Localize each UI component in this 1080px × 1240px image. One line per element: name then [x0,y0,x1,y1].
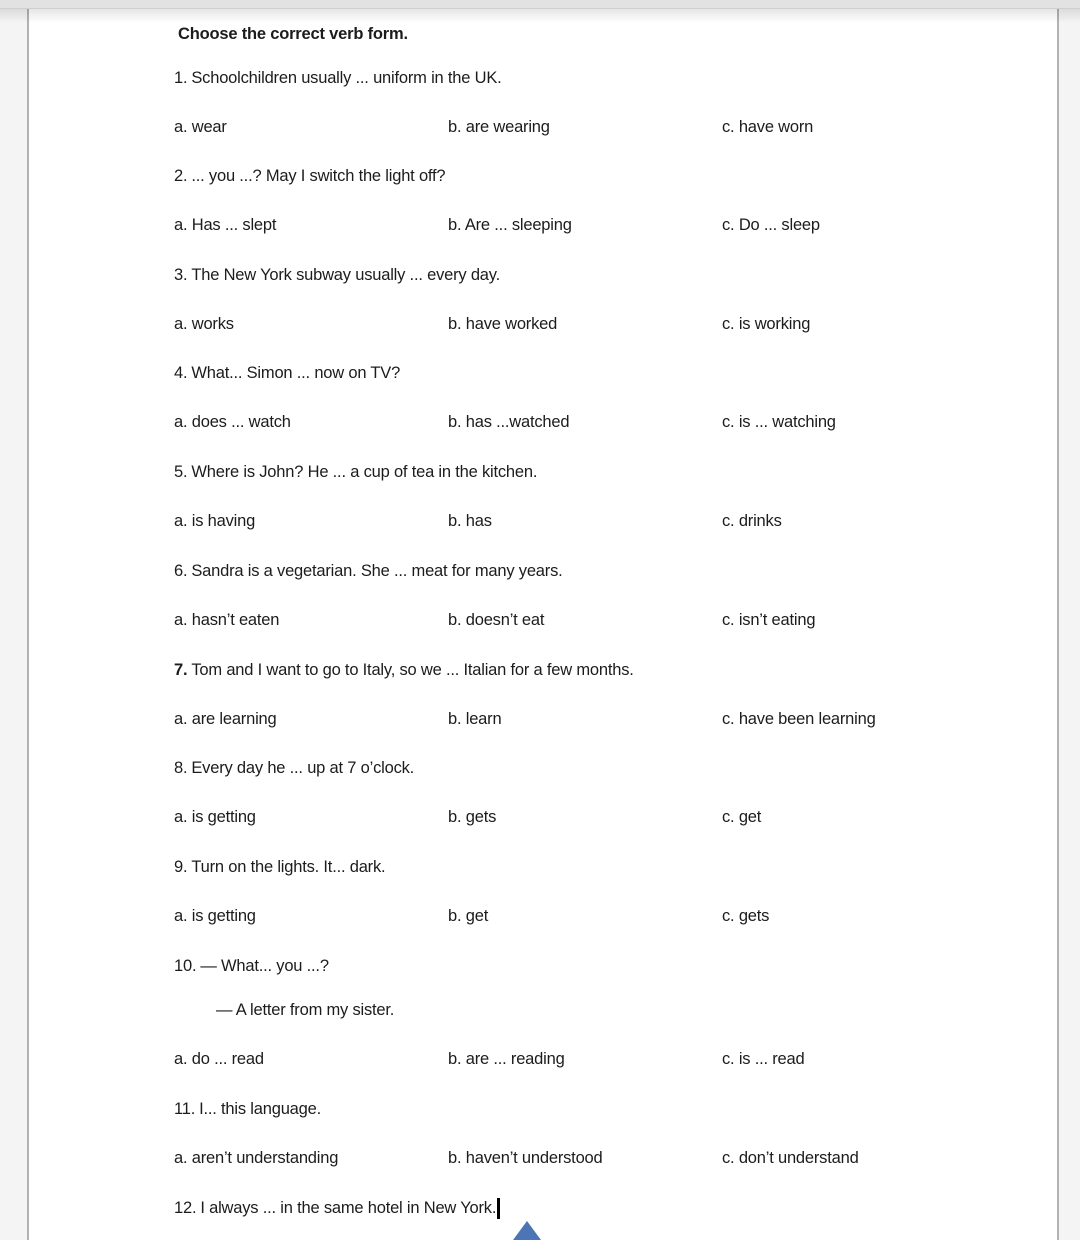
options-row-6 [174,609,994,631]
question-number: 2. [174,167,188,185]
options-row-9 [174,905,994,927]
question-line-5 [174,461,537,483]
option-b: b. get [448,907,489,925]
question-number: 4. [174,364,188,382]
question-number: 6. [174,562,188,580]
question-text: Turn on the lights. It... dark. [191,858,386,876]
question-line-2 [174,165,445,187]
option-a: a. Has ... slept [174,216,277,234]
option-a: a. hasn’t eaten [174,611,280,629]
option-a: a. is having [174,512,256,530]
option-c: c. is ... watching [722,413,836,431]
exercise-heading: Choose the correct verb form. [178,25,408,43]
question-text: What... Simon ... now on TV? [191,364,401,382]
question-number: 11. [174,1100,196,1118]
question-text: Tom and I want to go to Italy, so we ... Italian for a few months. [191,661,634,679]
option-c: c. don’t understand [722,1149,859,1167]
question-line-3 [174,264,500,286]
option-c: c. gets [722,907,770,925]
question-number: 9. [174,858,188,876]
right-gutter [1059,8,1080,1240]
option-c: c. isn’t eating [722,611,816,629]
options-row-7 [174,708,994,730]
option-b: b. has [448,512,492,530]
option-c: c. drinks [722,512,782,530]
question-line-9 [174,856,385,878]
text-cursor [497,1198,500,1219]
question-text: Where is John? He ... a cup of tea in the kitchen. [191,463,538,481]
option-a: a. do ... read [174,1050,264,1068]
question-line-6 [174,560,563,582]
option-c: c. is working [722,315,811,333]
option-a: a. wear [174,118,227,136]
option-b: b. gets [448,808,497,826]
option-c: c. Do ... sleep [722,216,820,234]
options-row-11 [174,1147,994,1169]
question-text: — What... you ...? [200,957,329,975]
options-row-5 [174,510,994,532]
question-number: 8. [174,759,188,777]
options-row-4 [174,411,994,433]
question-line-7 [174,659,634,681]
options-row-1 [174,116,994,138]
left-gutter [0,8,27,1240]
option-b: b. learn [448,710,502,728]
question-text: Sandra is a vegetarian. She ... meat for many years. [191,562,563,580]
question-line-11 [174,1098,321,1120]
option-c: c. have been learning [722,710,876,728]
option-b: b. haven’t understood [448,1149,603,1167]
cursor-drag-handle-icon[interactable] [513,1221,541,1240]
question-number: 5. [174,463,188,481]
option-b: b. has ...watched [448,413,570,431]
options-row-10 [174,1048,994,1070]
question-number: 10. [174,957,197,975]
question-text: Schoolchildren usually ... uniform in the UK. [191,69,502,87]
question-text: Every day he ... up at 7 o’clock. [191,759,415,777]
option-a: a. are learning [174,710,277,728]
question-line-10 [174,955,329,977]
option-c: c. get [722,808,762,826]
option-b: b. are wearing [448,118,550,136]
options-row-8 [174,806,994,828]
question-text: ... you ...? May I switch the light off? [191,167,446,185]
question-number: 12. [174,1199,197,1217]
question-number: 1. [174,69,188,87]
option-a: a. does ... watch [174,413,291,431]
option-b: b. have worked [448,315,558,333]
options-row-2 [174,214,994,236]
top-chrome-bar [0,0,1080,9]
option-b: b. are ... reading [448,1050,565,1068]
question-line-1 [174,67,502,89]
option-a: a. is getting [174,907,256,925]
question-line-4 [174,362,400,384]
option-c: c. is ... read [722,1050,805,1068]
question-text: I... this language. [199,1100,321,1118]
question-number: 3. [174,266,188,284]
options-row-3 [174,313,994,335]
option-b: b. doesn’t eat [448,611,545,629]
option-b: b. Are ... sleeping [448,216,572,234]
question-line-8 [174,757,414,779]
option-a: a. works [174,315,234,333]
option-c: c. have worn [722,118,814,136]
question-text: I always ... in the same hotel in New York. [200,1199,497,1217]
question-number: 7. [174,661,188,679]
question-text: The New York subway usually ... every day. [191,266,500,284]
option-a: a. aren’t understanding [174,1149,339,1167]
question-line-12 [174,1196,500,1218]
question-10-reply: — A letter from my sister. [216,1001,395,1019]
option-a: a. is getting [174,808,256,826]
